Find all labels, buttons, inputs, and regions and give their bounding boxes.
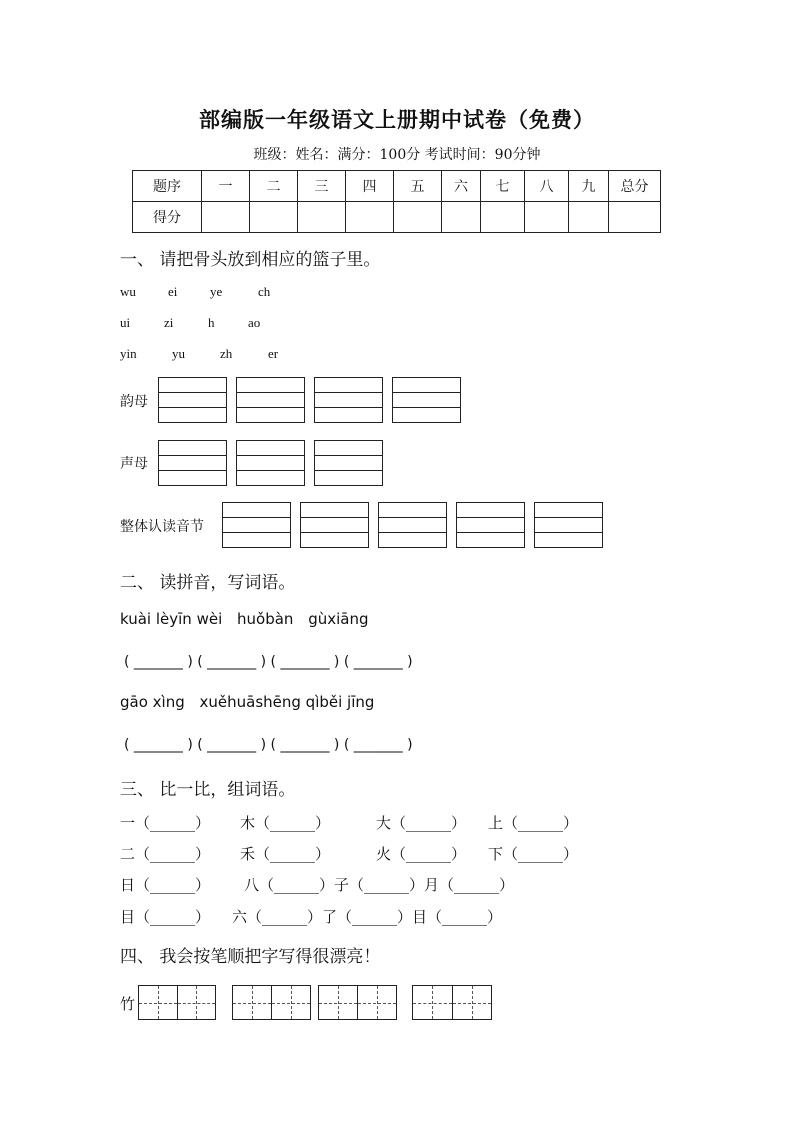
writing-box[interactable] <box>158 377 227 423</box>
pinyin-item: zh <box>220 346 233 361</box>
pinyin-line-2 <box>120 693 384 711</box>
writing-box[interactable] <box>314 377 383 423</box>
score-header-cell: 八 <box>525 171 569 202</box>
pinyin-item: ch <box>258 284 271 299</box>
score-cell[interactable] <box>298 202 346 233</box>
pinyin-word: xuěhuāshēng qìběi jīng <box>199 693 375 711</box>
writing-box[interactable] <box>300 502 369 548</box>
score-cell[interactable] <box>569 202 609 233</box>
tianzige-cell[interactable] <box>272 986 310 1019</box>
score-cell[interactable] <box>525 202 569 233</box>
pinyin-item: ei <box>168 284 178 299</box>
score-cell[interactable] <box>394 202 442 233</box>
score-header-cell: 三 <box>298 171 346 202</box>
compare-item[interactable]: 二（______） <box>120 845 211 863</box>
score-header-cell: 总分 <box>609 171 661 202</box>
compare-item[interactable]: 木（______） <box>240 814 331 832</box>
score-row-label: 得分 <box>133 202 202 233</box>
tianzige-cell[interactable] <box>233 986 272 1019</box>
tianzige-grid[interactable] <box>412 985 492 1020</box>
pinyin-word: huǒbàn <box>237 610 294 628</box>
writing-box[interactable] <box>158 440 227 486</box>
compare-item[interactable]: 上（______） <box>488 814 579 832</box>
section-2-title: 二、 读拼音，写词语。 <box>120 573 296 593</box>
compare-item[interactable]: 日（______） <box>120 876 211 894</box>
writing-box[interactable] <box>456 502 525 548</box>
score-header-cell: 四 <box>346 171 394 202</box>
section-4-title: 四、 我会按笔顺把字写得很漂亮！ <box>120 947 381 967</box>
tianzige-cell[interactable] <box>139 986 178 1019</box>
tianzige-cell[interactable] <box>453 986 492 1019</box>
compare-item[interactable]: 禾（______） <box>240 845 331 863</box>
score-header-cell: 五 <box>394 171 442 202</box>
score-cell[interactable] <box>442 202 481 233</box>
page-title: 部编版一年级语文上册期中试卷（免费） <box>199 107 595 132</box>
score-cell[interactable] <box>609 202 661 233</box>
answer-blanks-1[interactable]: ( _______ ) ( _______ ) ( _______ ) ( _______ ) <box>124 654 413 670</box>
exam-info: 班级：姓名：满分：100分 考试时间：90分钟 <box>253 147 541 163</box>
tianzige-grid[interactable] <box>318 985 397 1020</box>
pinyin-line-1 <box>120 610 379 628</box>
writing-box[interactable] <box>314 440 383 486</box>
score-cell[interactable] <box>346 202 394 233</box>
writing-box[interactable] <box>392 377 461 423</box>
compare-item[interactable]: 八（______）子（______）月（______） <box>244 876 515 894</box>
compare-item[interactable]: 六（______）了（______）目（______） <box>232 908 503 926</box>
compare-item[interactable]: 大（______） <box>376 814 467 832</box>
score-header-cell: 一 <box>202 171 250 202</box>
tianzige-cell[interactable] <box>358 986 396 1019</box>
pinyin-word: gùxiāng <box>308 610 369 628</box>
tianzige-cell[interactable] <box>178 986 216 1019</box>
tianzige-grid[interactable] <box>232 985 311 1020</box>
answer-blanks-2[interactable]: ( _______ ) ( _______ ) ( _______ ) ( _______ ) <box>124 737 413 753</box>
pinyin-item: ui <box>120 315 131 330</box>
practice-char: 竹 <box>120 995 136 1013</box>
writing-box[interactable] <box>236 440 305 486</box>
compare-item[interactable]: 一（______） <box>120 814 211 832</box>
section-1-title: 一、 请把骨头放到相应的篮子里。 <box>120 250 381 270</box>
tianzige-cell[interactable] <box>319 986 358 1019</box>
score-header-cell: 题序 <box>133 171 202 202</box>
writing-box[interactable] <box>236 377 305 423</box>
score-cell[interactable] <box>202 202 250 233</box>
compare-item[interactable]: 火（______） <box>376 845 467 863</box>
pinyin-item: yu <box>172 346 185 361</box>
writing-box[interactable] <box>534 502 603 548</box>
score-header-cell: 七 <box>481 171 525 202</box>
compare-item[interactable]: 下（______） <box>488 845 579 863</box>
pinyin-item: er <box>268 346 279 361</box>
score-header-row <box>133 171 661 202</box>
compare-item[interactable]: 目（______） <box>120 908 211 926</box>
score-value-row <box>133 202 661 233</box>
pinyin-item: wu <box>120 284 136 299</box>
pinyin-item: zi <box>164 315 174 330</box>
tianzige-grid[interactable] <box>138 985 216 1020</box>
pinyin-item: yin <box>120 346 137 361</box>
tianzige-cell[interactable] <box>413 986 453 1019</box>
pinyin-item: h <box>208 315 215 330</box>
label-shengmu: 声母 <box>120 456 148 472</box>
pinyin-item: ye <box>210 284 223 299</box>
score-header-cell: 二 <box>250 171 298 202</box>
writing-box[interactable] <box>222 502 291 548</box>
score-table <box>132 170 661 233</box>
pinyin-item: ao <box>248 315 261 330</box>
score-header-cell: 六 <box>442 171 481 202</box>
pinyin-word: gāo xìng <box>120 693 185 711</box>
score-cell[interactable] <box>250 202 298 233</box>
label-yunmu: 韵母 <box>120 394 148 410</box>
label-zhengti: 整体认读音节 <box>120 519 204 535</box>
score-header-cell: 九 <box>569 171 609 202</box>
writing-box[interactable] <box>378 502 447 548</box>
score-cell[interactable] <box>481 202 525 233</box>
section-3-title: 三、 比一比，组词语。 <box>120 780 296 800</box>
pinyin-word: kuài lèyīn wèi <box>120 610 223 628</box>
